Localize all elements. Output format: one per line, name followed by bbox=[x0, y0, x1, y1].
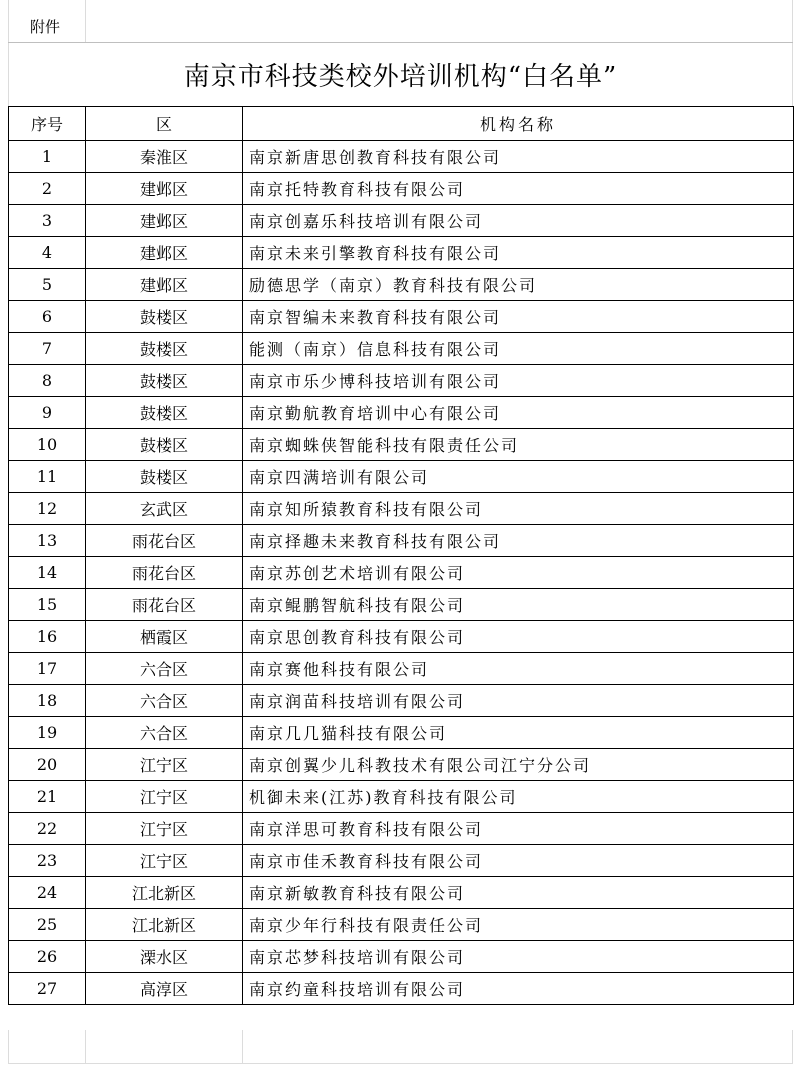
district-cell: 江北新区 bbox=[86, 877, 243, 909]
table-row bbox=[9, 365, 794, 397]
serial-cell: 11 bbox=[9, 461, 86, 493]
district-cell: 雨花台区 bbox=[86, 525, 243, 557]
district-cell: 六合区 bbox=[86, 653, 243, 685]
table-row bbox=[9, 173, 794, 205]
serial-cell: 17 bbox=[9, 653, 86, 685]
gridline bbox=[792, 0, 793, 42]
district-cell: 秦淮区 bbox=[86, 141, 243, 173]
table-row bbox=[9, 813, 794, 845]
table-row bbox=[9, 781, 794, 813]
organization-cell: 南京约童科技培训有限公司 bbox=[243, 973, 794, 1005]
serial-cell: 21 bbox=[9, 781, 86, 813]
district-cell: 鼓楼区 bbox=[86, 333, 243, 365]
serial-cell: 25 bbox=[9, 909, 86, 941]
district-cell: 雨花台区 bbox=[86, 589, 243, 621]
organization-cell: 南京创翼少儿科教技术有限公司江宁分公司 bbox=[243, 749, 794, 781]
gridline bbox=[8, 0, 9, 42]
table-row bbox=[9, 685, 794, 717]
organization-cell: 南京智编未来教育科技有限公司 bbox=[243, 301, 794, 333]
table-row bbox=[9, 205, 794, 237]
serial-cell: 6 bbox=[9, 301, 86, 333]
table-row bbox=[9, 493, 794, 525]
serial-cell: 14 bbox=[9, 557, 86, 589]
organization-cell: 南京勤航教育培训中心有限公司 bbox=[243, 397, 794, 429]
district-cell: 鼓楼区 bbox=[86, 397, 243, 429]
gridline bbox=[8, 1030, 9, 1064]
serial-cell: 27 bbox=[9, 973, 86, 1005]
table-row bbox=[9, 429, 794, 461]
table-row bbox=[9, 525, 794, 557]
district-cell: 江宁区 bbox=[86, 749, 243, 781]
serial-cell: 16 bbox=[9, 621, 86, 653]
organization-cell: 南京几几猫科技有限公司 bbox=[243, 717, 794, 749]
organization-cell: 能测（南京）信息科技有限公司 bbox=[243, 333, 794, 365]
serial-cell: 9 bbox=[9, 397, 86, 429]
organization-cell: 南京四满培训有限公司 bbox=[243, 461, 794, 493]
table-row bbox=[9, 909, 794, 941]
table-row bbox=[9, 941, 794, 973]
table-row bbox=[9, 845, 794, 877]
gridline bbox=[242, 1030, 243, 1064]
table-row bbox=[9, 877, 794, 909]
serial-cell: 18 bbox=[9, 685, 86, 717]
gridline bbox=[8, 1063, 793, 1064]
document-title: 南京市科技类校外培训机构“白名单” bbox=[183, 62, 618, 92]
serial-cell: 23 bbox=[9, 845, 86, 877]
organization-cell: 南京择趣未来教育科技有限公司 bbox=[243, 525, 794, 557]
district-cell: 鼓楼区 bbox=[86, 365, 243, 397]
title-cell bbox=[8, 42, 793, 106]
table-row bbox=[9, 589, 794, 621]
district-cell: 建邺区 bbox=[86, 237, 243, 269]
district-cell: 江宁区 bbox=[86, 845, 243, 877]
serial-cell: 12 bbox=[9, 493, 86, 525]
serial-cell: 24 bbox=[9, 877, 86, 909]
organization-cell: 南京市乐少博科技培训有限公司 bbox=[243, 365, 794, 397]
district-cell: 鼓楼区 bbox=[86, 429, 243, 461]
table-row bbox=[9, 301, 794, 333]
table-row bbox=[9, 269, 794, 301]
district-cell: 建邺区 bbox=[86, 269, 243, 301]
table-row bbox=[9, 557, 794, 589]
column-header-district: 区 bbox=[86, 107, 243, 141]
serial-cell: 8 bbox=[9, 365, 86, 397]
serial-cell: 2 bbox=[9, 173, 86, 205]
whitelist-table bbox=[8, 106, 794, 1005]
organization-cell: 南京赛他科技有限公司 bbox=[243, 653, 794, 685]
district-cell: 六合区 bbox=[86, 717, 243, 749]
gridline bbox=[85, 1030, 86, 1064]
district-cell: 高淳区 bbox=[86, 973, 243, 1005]
table-row bbox=[9, 141, 794, 173]
organization-cell: 南京新敏教育科技有限公司 bbox=[243, 877, 794, 909]
organization-cell: 南京知所猿教育科技有限公司 bbox=[243, 493, 794, 525]
serial-cell: 20 bbox=[9, 749, 86, 781]
organization-cell: 南京芯梦科技培训有限公司 bbox=[243, 941, 794, 973]
organization-cell: 南京创嘉乐科技培训有限公司 bbox=[243, 205, 794, 237]
table-row bbox=[9, 237, 794, 269]
organization-cell: 南京市佳禾教育科技有限公司 bbox=[243, 845, 794, 877]
serial-cell: 10 bbox=[9, 429, 86, 461]
organization-cell: 南京苏创艺术培训有限公司 bbox=[243, 557, 794, 589]
district-cell: 雨花台区 bbox=[86, 557, 243, 589]
table-row bbox=[9, 749, 794, 781]
serial-cell: 4 bbox=[9, 237, 86, 269]
organization-cell: 南京少年行科技有限责任公司 bbox=[243, 909, 794, 941]
district-cell: 江宁区 bbox=[86, 781, 243, 813]
table-row bbox=[9, 717, 794, 749]
organization-cell: 机御未来(江苏)教育科技有限公司 bbox=[243, 781, 794, 813]
district-cell: 建邺区 bbox=[86, 205, 243, 237]
organization-cell: 南京洋思可教育科技有限公司 bbox=[243, 813, 794, 845]
district-cell: 鼓楼区 bbox=[86, 461, 243, 493]
organization-cell: 南京新唐思创教育科技有限公司 bbox=[243, 141, 794, 173]
attachment-label: 附件 bbox=[30, 18, 61, 36]
organization-cell: 南京润苗科技培训有限公司 bbox=[243, 685, 794, 717]
serial-cell: 19 bbox=[9, 717, 86, 749]
district-cell: 玄武区 bbox=[86, 493, 243, 525]
district-cell: 江宁区 bbox=[86, 813, 243, 845]
table-row bbox=[9, 333, 794, 365]
table-row bbox=[9, 461, 794, 493]
table-row bbox=[9, 621, 794, 653]
serial-cell: 26 bbox=[9, 941, 86, 973]
organization-cell: 南京未来引擎教育科技有限公司 bbox=[243, 237, 794, 269]
serial-cell: 5 bbox=[9, 269, 86, 301]
table-row bbox=[9, 653, 794, 685]
organization-cell: 南京思创教育科技有限公司 bbox=[243, 621, 794, 653]
serial-cell: 1 bbox=[9, 141, 86, 173]
gridline bbox=[792, 1030, 793, 1064]
district-cell: 建邺区 bbox=[86, 173, 243, 205]
gridline bbox=[85, 0, 86, 42]
organization-cell: 南京蜘蛛侠智能科技有限责任公司 bbox=[243, 429, 794, 461]
table-header-row bbox=[9, 107, 794, 141]
district-cell: 江北新区 bbox=[86, 909, 243, 941]
table-row bbox=[9, 397, 794, 429]
organization-cell: 励德思学（南京）教育科技有限公司 bbox=[243, 269, 794, 301]
column-header-organization: 机构名称 bbox=[243, 107, 794, 141]
serial-cell: 3 bbox=[9, 205, 86, 237]
district-cell: 鼓楼区 bbox=[86, 301, 243, 333]
district-cell: 溧水区 bbox=[86, 941, 243, 973]
organization-cell: 南京鲲鹏智航科技有限公司 bbox=[243, 589, 794, 621]
column-header-serial: 序号 bbox=[9, 107, 86, 141]
organization-cell: 南京托特教育科技有限公司 bbox=[243, 173, 794, 205]
district-cell: 六合区 bbox=[86, 685, 243, 717]
table-row bbox=[9, 973, 794, 1005]
serial-cell: 13 bbox=[9, 525, 86, 557]
serial-cell: 15 bbox=[9, 589, 86, 621]
serial-cell: 22 bbox=[9, 813, 86, 845]
district-cell: 栖霞区 bbox=[86, 621, 243, 653]
serial-cell: 7 bbox=[9, 333, 86, 365]
